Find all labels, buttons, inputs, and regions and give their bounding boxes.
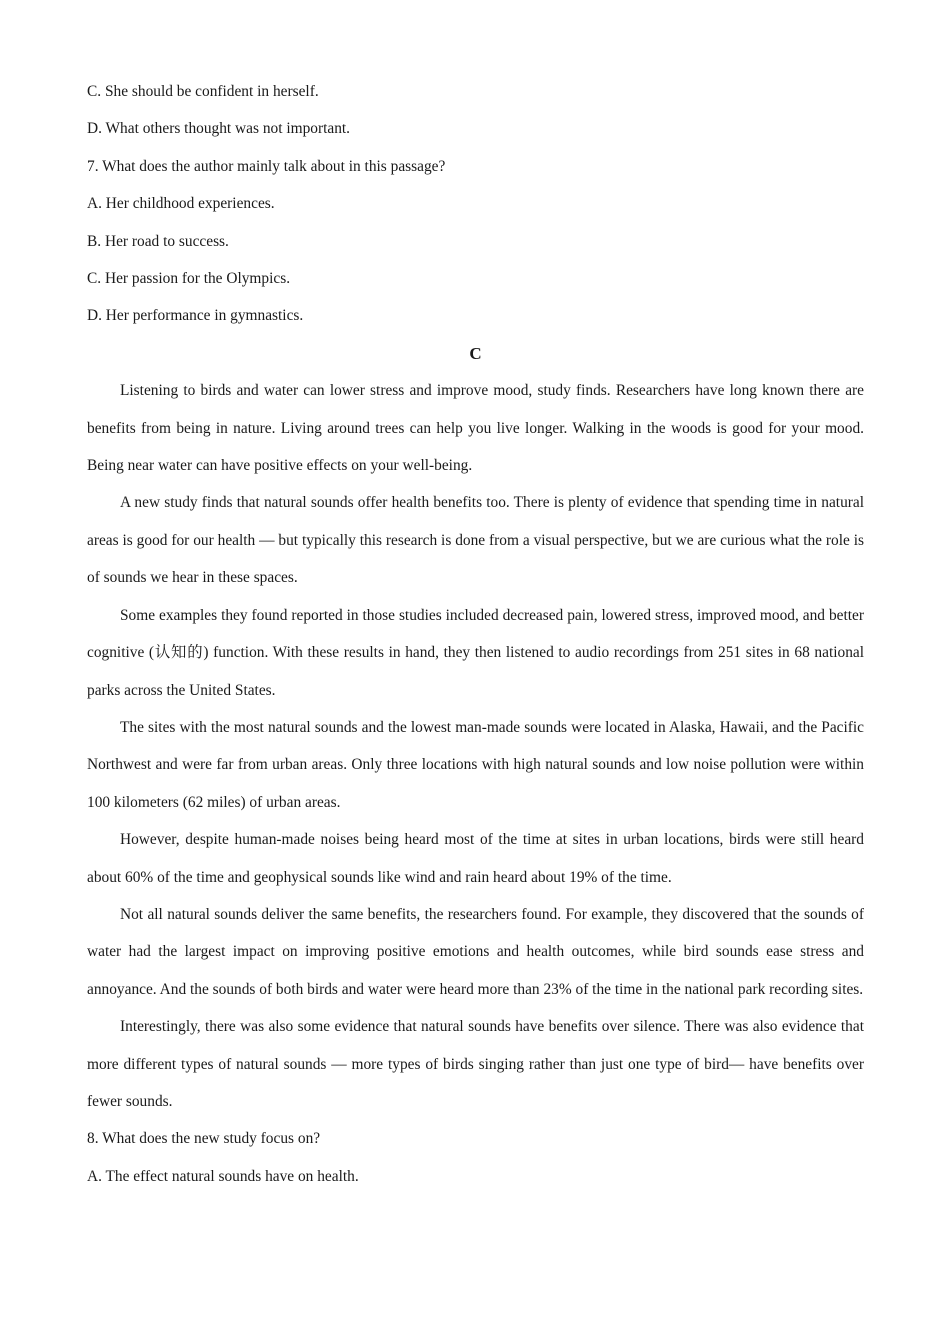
page-content xyxy=(87,73,864,1195)
passage-paragraph-5: However, despite human-made noises being heard most of the time at sites in urban locations, birds were still heard about 60% of the time and geophysical sounds like wind and rain heard about 19% of the time. xyxy=(87,831,864,886)
q8-option-a: A. The effect natural sounds have on health. xyxy=(87,1167,359,1185)
passage-paragraph-3: Some examples they found reported in those studies included decreased pain, lowered stress, improved mood, and better cognitive (认知的) function. With these results in hand, they then listened to audio recordings from 251 sites in 68 national parks across the United States. xyxy=(87,606,864,699)
passage-paragraph-1: Listening to birds and water can lower stress and improve mood, study finds. Researchers have long known there are benefits from being in nature. Living around trees can help you live longer. Walking in the woods is good for your mood. Being near water can have positive effects on your well-being. xyxy=(87,382,864,475)
q7-option-d: D. Her performance in gymnastics. xyxy=(87,307,304,325)
q7-option-b: B. Her road to success. xyxy=(87,232,229,250)
q7-option-a: A. Her childhood experiences. xyxy=(87,195,275,213)
passage-paragraph-6: Not all natural sounds deliver the same benefits, the researchers found. For example, they discovered that the sounds of water had the largest impact on improving positive emotions and health outcomes, while bird sounds ease stress and annoyance. And the sounds of both birds and water were heard more than 23% of the time in the national park recording sites. xyxy=(87,905,864,998)
passage-paragraph-4: The sites with the most natural sounds and the lowest man-made sounds were located in Alaska, Hawaii, and the Pacific Northwest and were far from urban areas. Only three locations with high natural sounds and low noise pollution were within 100 kilometers (62 miles) of urban areas. xyxy=(87,718,864,811)
passage-paragraph-7: Interestingly, there was also some evidence that natural sounds have benefits over silence. There was also evidence that more different types of natural sounds — more types of birds singing rather than just one type of bird— have benefits over fewer sounds. xyxy=(87,1018,864,1110)
q8-stem: 8. What does the new study focus on? xyxy=(87,1130,321,1148)
section-heading: C xyxy=(469,343,482,363)
q7-stem: 7. What does the author mainly talk about in this passage? xyxy=(87,157,446,175)
q7-option-c: C. Her passion for the Olympics. xyxy=(87,270,291,288)
passage-paragraph-2: A new study finds that natural sounds offer health benefits too. There is plenty of evidence that spending time in natural areas is good for our health — but typically this research is done from a visual perspective, but we are curious what the role is of sounds we hear in these spaces. xyxy=(87,494,864,587)
q6-option-c: C. She should be confident in herself. xyxy=(87,83,319,100)
q6-option-d: D. What others thought was not important. xyxy=(87,120,351,138)
